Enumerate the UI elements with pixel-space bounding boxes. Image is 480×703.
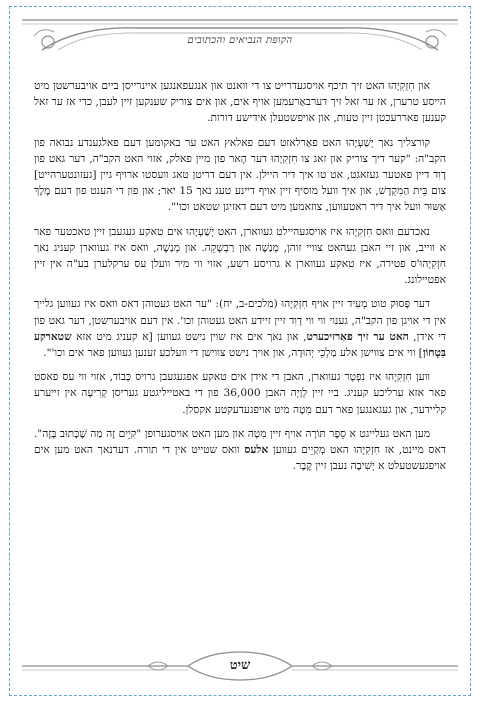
series-title: הקופת הנביאים והכתובים xyxy=(187,35,293,46)
header-scroll-ornament xyxy=(18,12,462,56)
paragraph-4-bold-a: האט ער זיך פאַרזיכערט xyxy=(306,330,409,343)
paragraph-4-bold-b: שטארקע בִּטָחוֹן xyxy=(34,330,446,360)
paragraph-4-text-a: דער פָּסוּק טוט מְעִיד זיין אויף חִזְקִיָהוּ (מלכים-ב, יח): "ער האט געטוהן דאס וואס איז געווען גלייך אין די אויגן פון הקב"ה, גענוי ווי ווי דָוִד זיין זיידע האט געטוהן וכו'. אין דעם אויבערשטן, דער גאט פון די אידן, xyxy=(34,298,446,343)
page-number: שיט xyxy=(229,658,251,673)
paragraph-4-text-b: , און נאך אים איז שוין נישט געווען [א קעניג מיט אזא xyxy=(71,330,307,343)
paragraph-6-bold: אלעס xyxy=(244,444,269,457)
paragraph-4-text-c: ] ווי אים צווישן אלע מַלְכֵי יְהוּדָה, און אויך נישט צווישן די וועלכע זענען געווען פאר אים וכו'". xyxy=(43,347,423,360)
paragraph-6-text-b: וואס שטייט אין די תורה. דערנאך האט מען אים אויפגעשטעלט א יְשִׁיבָה נעבן זיין קֶבֶר. xyxy=(34,444,446,473)
header-ornament xyxy=(18,12,462,56)
paragraph-2: קורצליך נאך יְשַׁעְיָהוּ האט פאַרלאזט דעם פאלאץ האט ער באקומען דעם פאלגענדע נבואה פון הקב"ה: "קער דיך צוריק און זאג צו חִזְקִיָהוּ דער הֶאר פון מיין פאלק, אזוי האט הקב"ה, דער גאט פון דָוִד דיין פאטער געזאגט, אט טו איך דיר היילן. אין דעם דריטן טאג וועסטו ארויף גיין [געזונטערהייט] צום בֵּית הַמִקְדָשׁ, און איך וועל מוסיף זיין אויף דיינע טעג נאך 15 יאר; און פון די הענט פון דעם מֶלֶךְ אַשּוּר וועל איך דיר ראטעווען, צוזאמען מיט דעם דאזיגן שטאט וכו'". xyxy=(34,136,446,214)
paragraph-6 xyxy=(34,426,446,475)
paragraph-4 xyxy=(34,296,446,361)
paragraph-1: און חִזְקִיָהוּ האט זיך תיכף אויסגעדרייט צו די וואנט און אנגעפאנגען איינרייסן ביים אויבערשטן מיט הייסע טרערן, אז ער זאל זיך דערבאַרעמען אויף אים, און אים צוריק שענקען זיין לעבן, כדי אז ער זאל קענען פאררעכטן זיין טעות, און אויפשטעלן אידישע דורות. xyxy=(34,80,446,125)
paragraph-3: נאכדעם וואס חִזְקִיָהוּ איז אויסגעהיילט געווארן, האט יְשַׁעְיָהוּ אים טאקע געגעבן זיין טאכטער פאר א ווייב, און זיי האבן געהאט צוויי זוהן, מְנַשֶׁה און רַבְשָקֵה. און מְנַשֶׁה, וואס איז געווארן קעניג נאך חִזְקִיָהוּ'ס פטירה, איז טאקע געווארן א גרויסע רשע, אזוי ווי מיר וועלן עס ערקלערן בע"ה אין זיין אפטיילונג. xyxy=(34,225,446,287)
page-body xyxy=(34,78,446,595)
paragraph-5: ווען חִזְקִיָהוּ איז נִפְטָר געווארן, האבן די אידן אים טאקע אפגעגעבן גרויס כָּבוֹד, אזוי ווי עס פאסט פאר אזא ערליכע קעניג. ביי זיין לְוָיָה האבן 36,000 פון די באטייליגטע געריסן קְרִיעָה אין זייערע קליידער, און געגאנגען פאר דעם מִטָה מיט אויפגעדעקטע אקסלן. xyxy=(34,371,446,416)
paragraph-6-text-a: מען האט געלייגט א סֵפֶר תּוֹרָה אויף זיין מִטָה און מען האט אויסגערופן "קִיֵים זֶה מַה שֶׁכָּתוּב בָּזֶה". דאס מיינט, אז חִזְקִיָהוּ האט מְקַיֵים געווען xyxy=(34,427,446,457)
